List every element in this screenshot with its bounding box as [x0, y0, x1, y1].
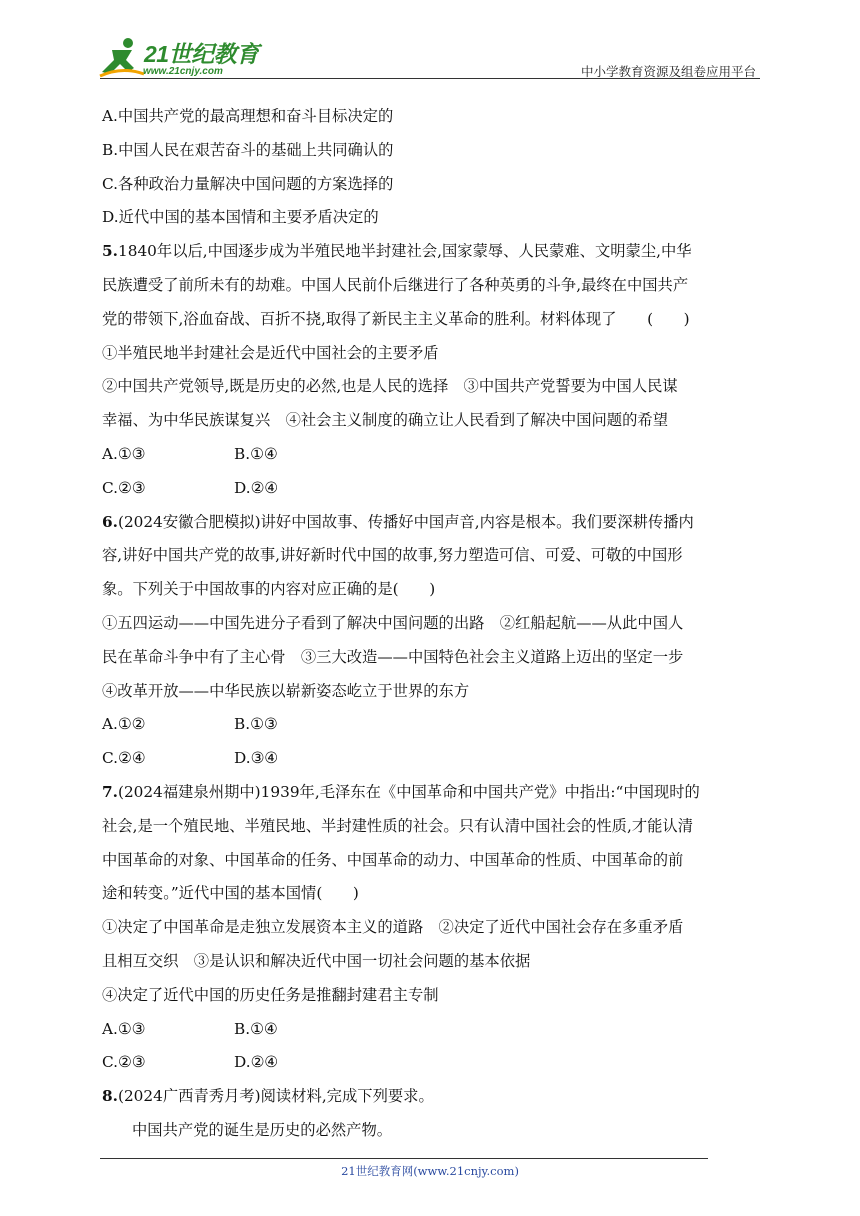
option-a: A.中国共产党的最高理想和奋斗目标决定的 — [102, 107, 394, 125]
question-5-statement: ②中国共产党领导,既是历史的必然,也是人民的选择 ③中国共产党誓要为中国人民谋 — [102, 377, 678, 396]
question-6-statement: ①五四运动——中国先进分子看到了解决中国问题的出路 ②红船起航——从此中国人 — [102, 613, 684, 632]
question-text: (2024安徽合肥模拟)讲好中国故事、传播好中国声音,内容是根本。我们要深耕传播内 — [117, 512, 694, 531]
answer-option: C.②④ — [102, 749, 146, 768]
answer-option: A.①③ — [102, 444, 146, 463]
footer-divider — [100, 1158, 708, 1159]
question-7-line — [102, 776, 766, 810]
question-text: 1840年以后,中国逐步成为半殖民地半封建社会,国家蒙辱、人民蒙难、文明蒙尘,中华 — [117, 242, 692, 261]
answer-row — [102, 438, 766, 472]
answer-row — [102, 742, 766, 776]
logo-title: 21世纪教育 — [144, 41, 259, 67]
question-text: (2024福建泉州期中)1939年,毛泽东在《中国革命和中国共产党》中指出:“中国现时的 — [117, 782, 700, 801]
question-5-line — [102, 235, 766, 269]
platform-label: 中小学教育资源及组卷应用平台 — [580, 64, 756, 79]
question-7-line: 中国革命的对象、中国革命的任务、中国革命的动力、中国革命的性质、中国革命的前 — [102, 850, 684, 869]
answer-row — [102, 1046, 766, 1080]
question-6-line: 容,讲好中国共产党的故事,讲好新时代中国的故事,努力塑造可信、可爱、可敬的中国形 — [102, 546, 683, 565]
option-c: C.各种政治力量解决中国问题的方案选择的 — [102, 174, 394, 193]
question-number: 8. — [102, 1087, 118, 1106]
page-header — [0, 0, 860, 90]
runner-logo-icon — [98, 36, 146, 80]
question-8-material: 中国共产党的诞生是历史的必然产物。 — [132, 1120, 393, 1139]
option-d: D.近代中国的基本国情和主要矛盾决定的 — [102, 208, 379, 227]
question-5-line: 党的带领下,浴血奋战、百折不挠,取得了新民主主义革命的胜利。材料体现了 ( ) — [102, 309, 690, 328]
answer-option: B.①④ — [234, 444, 278, 463]
answer-option: D.②④ — [234, 478, 279, 497]
question-6-line — [102, 506, 766, 540]
answer-option: B.①③ — [234, 715, 278, 734]
question-number: 5. — [102, 242, 118, 261]
question-content — [102, 100, 766, 1148]
question-6-statement: ④改革开放——中华民族以崭新姿态屹立于世界的东方 — [102, 681, 470, 700]
answer-option: A.①③ — [102, 1019, 146, 1038]
answer-row — [102, 1013, 766, 1047]
question-5-statement: ①半殖民地半封建社会是近代中国社会的主要矛盾 — [102, 343, 439, 362]
answer-option: D.③④ — [234, 749, 279, 768]
question-7-line: 途和转变。”近代中国的基本国情( ) — [102, 884, 359, 903]
question-7-statement: 且相互交织 ③是认识和解决近代中国一切社会问题的基本依据 — [102, 951, 531, 970]
question-number: 7. — [102, 782, 118, 801]
answer-option: C.②③ — [102, 478, 146, 497]
answer-row — [102, 472, 766, 506]
question-6-statement: 民在革命斗争中有了主心骨 ③三大改造——中国特色社会主义道路上迈出的坚定一步 — [102, 647, 684, 666]
answer-row — [102, 708, 766, 742]
header-divider — [100, 78, 760, 79]
question-8-line — [102, 1080, 766, 1114]
answer-option: A.①② — [102, 715, 146, 734]
question-7-statement: ④决定了近代中国的历史任务是推翻封建君主专制 — [102, 985, 439, 1004]
option-b: B.中国人民在艰苦奋斗的基础上共同确认的 — [102, 140, 394, 159]
answer-option: D.②④ — [234, 1053, 279, 1072]
footer-text: 21世纪教育网(www.21cnjy.com) — [341, 1164, 519, 1178]
question-6-line: 象。下列关于中国故事的内容对应正确的是( ) — [102, 580, 436, 599]
question-5-line: 民族遭受了前所未有的劫难。中国人民前仆后继进行了各种英勇的斗争,最终在中国共产 — [102, 275, 689, 294]
question-7-line: 社会,是一个殖民地、半殖民地、半封建性质的社会。只有认清中国社会的性质,才能认清 — [102, 816, 694, 835]
question-text: (2024广西青秀月考)阅读材料,完成下列要求。 — [117, 1087, 434, 1106]
answer-option: C.②③ — [102, 1053, 146, 1072]
question-7-statement: ①决定了中国革命是走独立发展资本主义的道路 ②决定了近代中国社会存在多重矛盾 — [102, 918, 684, 937]
answer-option: B.①④ — [234, 1019, 278, 1038]
logo-url: www.21cnjy.com — [143, 66, 223, 77]
question-number: 6. — [102, 512, 118, 531]
question-5-statement: 幸福、为中华民族谋复兴 ④社会主义制度的确立让人民看到了解决中国问题的希望 — [102, 411, 668, 430]
